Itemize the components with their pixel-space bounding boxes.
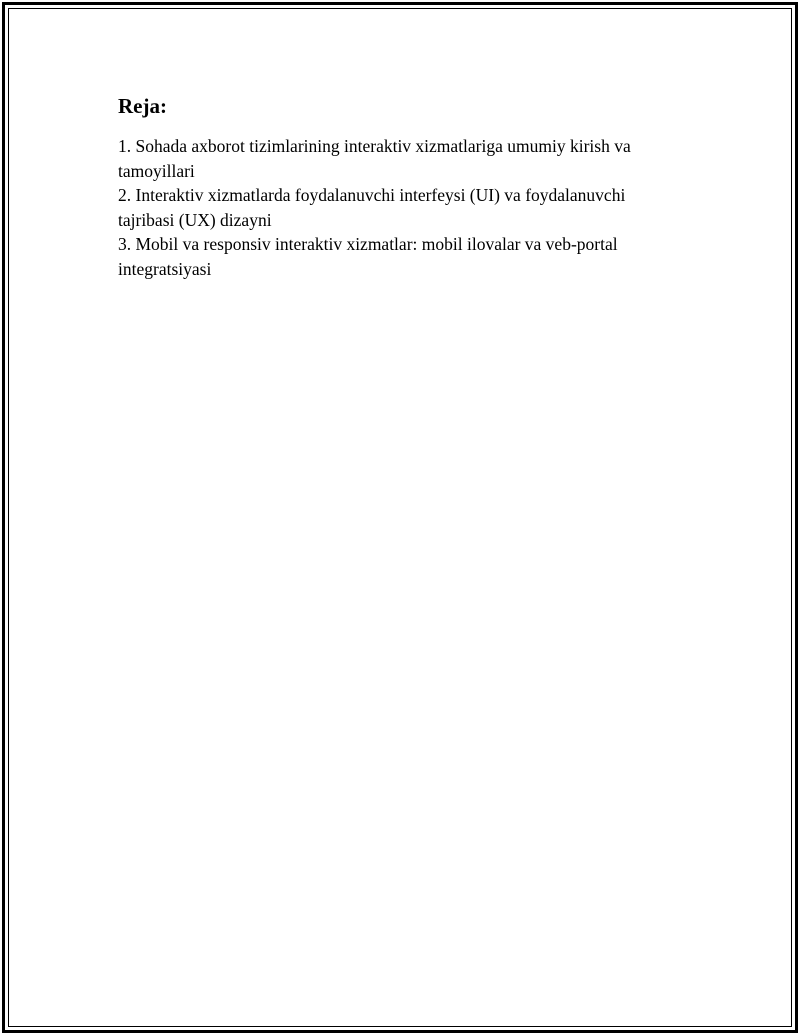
plan-item-3: 3. Mobil va responsiv interaktiv xizmatlar: mobil ilovalar va veb-portal integratsiyasi [118,234,618,279]
plan-list [118,134,678,281]
plan-item-1: 1. Sohada axborot tizimlarining interaktiv xizmatlariga umumiy kirish va tamoyillari [118,136,631,181]
plan-heading: Reja: [118,94,167,118]
document-content [118,92,678,281]
plan-item-2: 2. Interaktiv xizmatlarda foydalanuvchi interfeysi (UI) va foydalanuvchi tajribasi (UX) dizayni [118,185,626,230]
